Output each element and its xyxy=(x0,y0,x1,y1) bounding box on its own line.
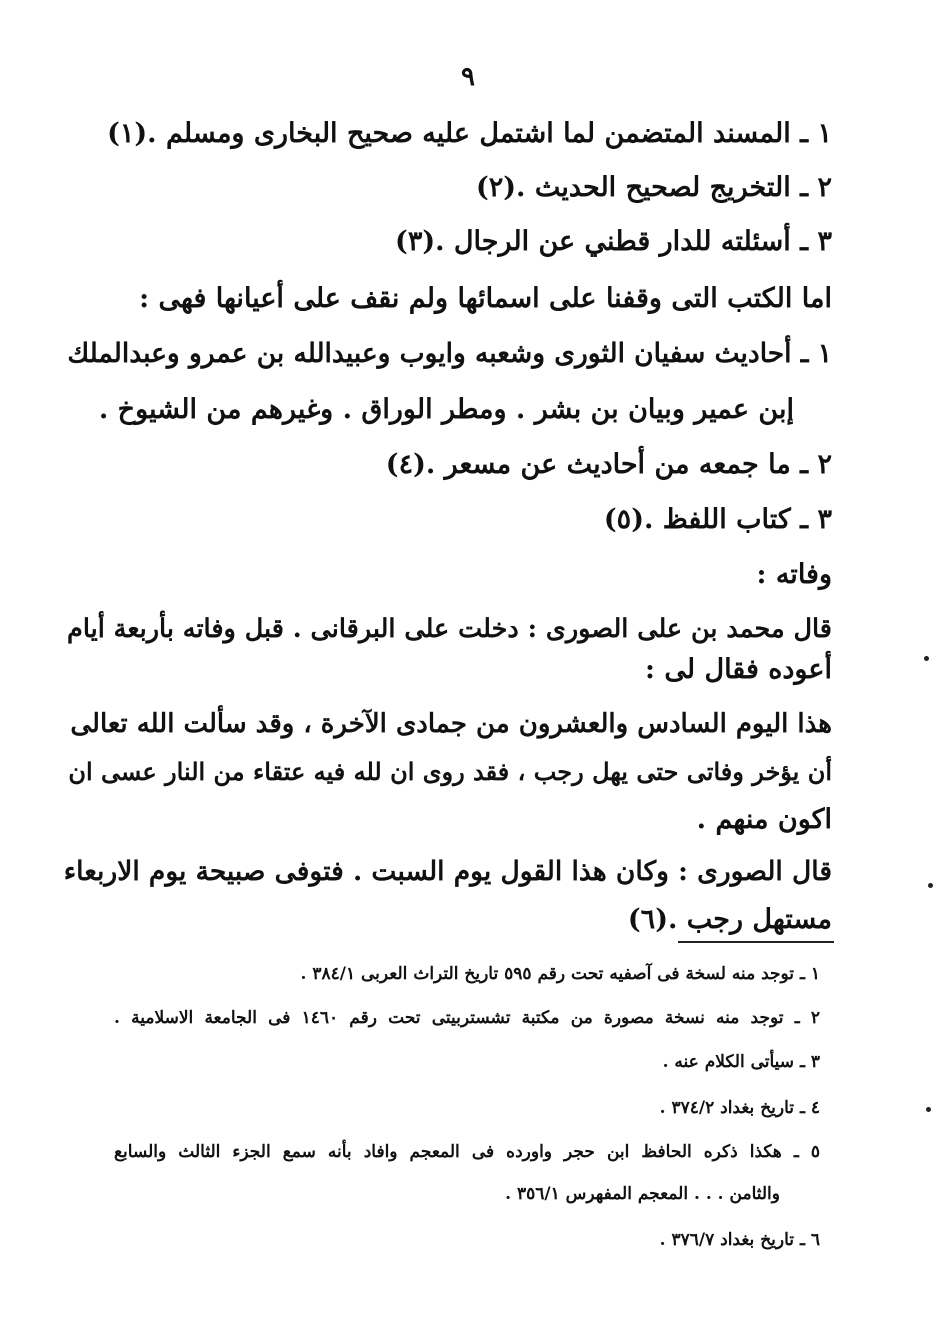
scan-speck xyxy=(928,883,933,888)
list-item-continuation: إبن عمير وبيان بن بشر . ومطر الوراق . وغيرهم من الشيوخ . xyxy=(98,394,794,425)
footnote: ١ ـ توجد منه لسخة فى آصفيه تحت رقم ٥٩٥ تاريخ التراث العربى ٣٨٤/١ . xyxy=(300,964,820,984)
list-item: ١ ـ أحاديث سفيان الثورى وشعبه وايوب وعبيدالله بن عمرو وعبدالملك xyxy=(67,338,832,369)
paragraph-line: قال محمد بن على الصورى : دخلت على البرقانى . قبل وفاته بأربعة أيام xyxy=(67,614,832,644)
section-intro: اما الكتب التى وقفنا على اسمائها ولم نقف على أعيانها فهى : xyxy=(139,283,832,314)
footnote-divider xyxy=(678,941,834,943)
list-item: ٢ ـ ما جمعه من أحاديث عن مسعر .(٤) xyxy=(385,449,832,480)
footnote-continuation: والثامن . . . المعجم المفهرس ٣٥٦/١ . xyxy=(505,1184,780,1204)
footnote: ٥ ـ هكذا ذكره الحافظ ابن حجر واورده فى المعجم وافاد بأنه سمع الجزء الثالث والسابع xyxy=(114,1142,820,1162)
page-number: ٩ xyxy=(461,62,475,92)
list-item: ٣ ـ كتاب اللفظ .(٥) xyxy=(603,504,832,535)
list-item: ١ ـ المسند المتضمن لما اشتمل عليه صحيح البخارى ومسلم .(١) xyxy=(107,118,832,149)
paragraph-line: اكون منهم . xyxy=(696,804,832,835)
footnote: ٦ ـ تاريخ بغداد ٣٧٦/٧ . xyxy=(659,1230,820,1250)
footnote: ٤ ـ تاريخ بغداد ٣٧٤/٢ . xyxy=(659,1098,820,1118)
scan-speck xyxy=(926,1107,931,1112)
footnote: ٢ ـ توجد منه نسخة مصورة من مكتبة تشستربيتى تحت رقم ١٤٦٠ فى الجامعة الاسلامية . xyxy=(114,1008,820,1028)
list-item: ٢ ـ التخريج لصحيح الحديث .(٢) xyxy=(475,172,832,203)
paragraph-line: قال الصورى : وكان هذا القول يوم السبت . فتوفى صبيحة يوم الاربعاء xyxy=(63,856,832,887)
scan-speck xyxy=(924,656,929,661)
footnote: ٣ ـ سيأتى الكلام عنه . xyxy=(662,1052,820,1072)
paragraph-line: هذا اليوم السادس والعشرون من جمادى الآخرة ، وقد سألت الله تعالى xyxy=(70,709,832,739)
paragraph-line: أن يؤخر وفاتى حتى يهل رجب ، فقد روى ان لله فيه عتقاء من النار عسى ان xyxy=(68,757,832,786)
paragraph-line: أعوده فقال لى : xyxy=(644,654,832,685)
paragraph-line: مستهل رجب .(٦) xyxy=(627,904,832,935)
list-item: ٣ ـ أسئلته للدار قطني عن الرجال .(٣) xyxy=(395,226,832,257)
section-heading: وفاته : xyxy=(756,559,832,590)
